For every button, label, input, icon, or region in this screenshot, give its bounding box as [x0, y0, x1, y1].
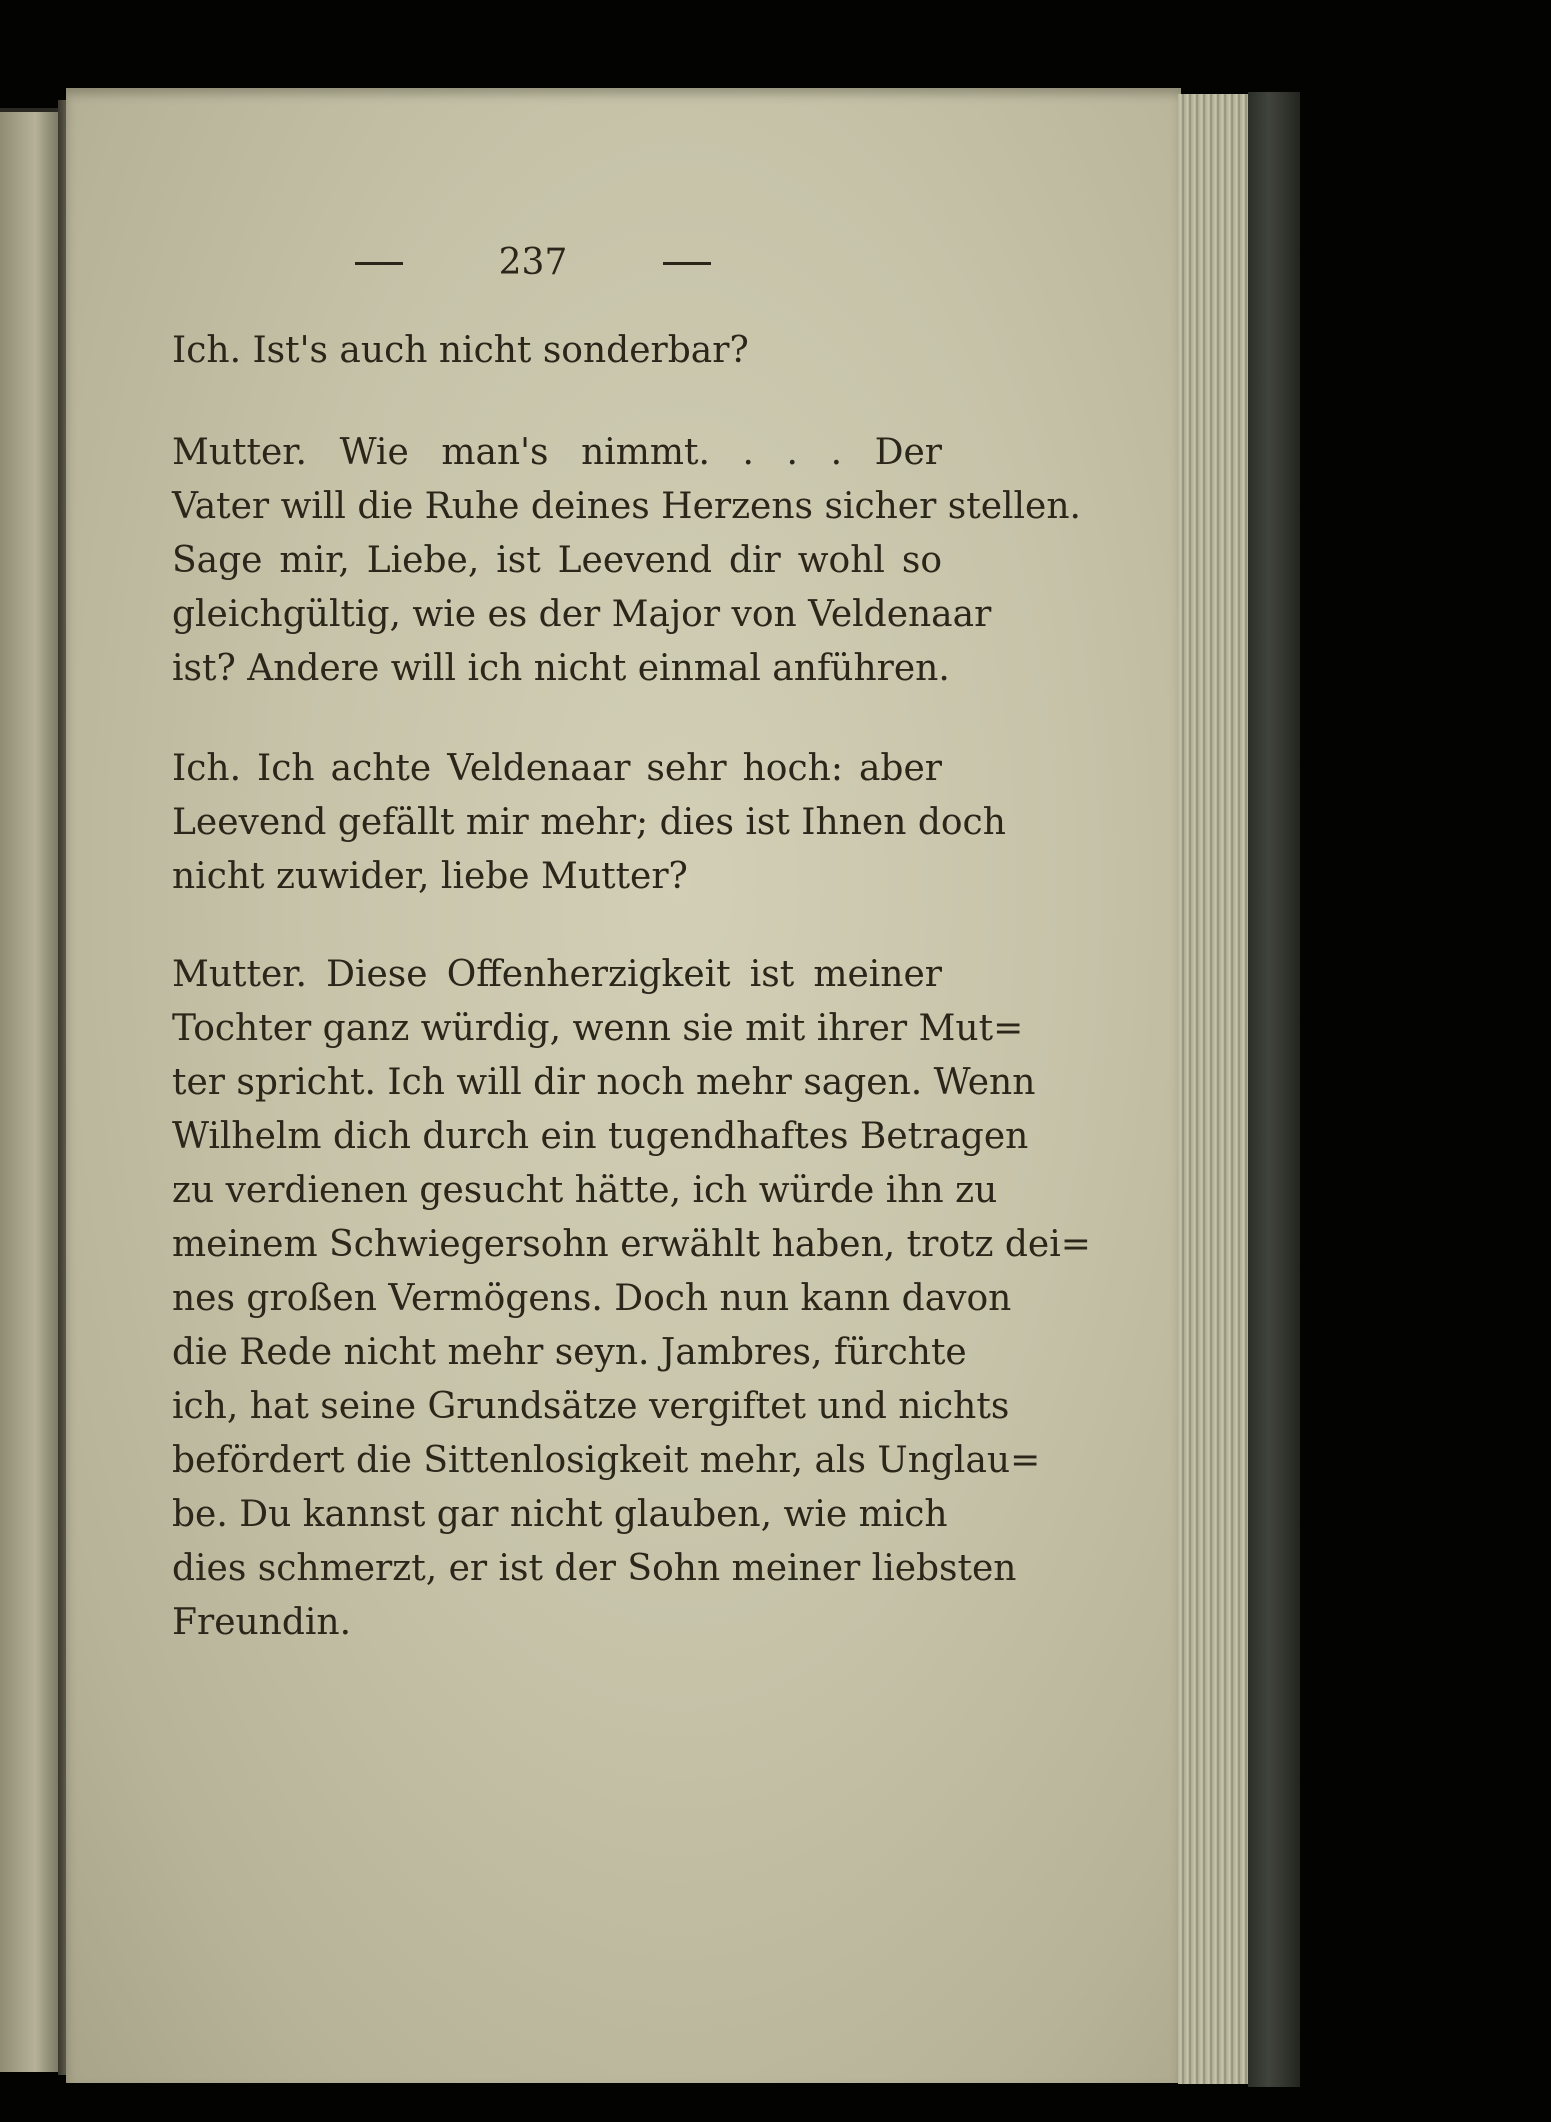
text-line: ist? Andere will ich nicht einmal anführen.	[172, 648, 950, 689]
header-dash-right	[663, 262, 711, 265]
page-header	[355, 242, 695, 292]
text-line: meinem Schwiegersohn erwählt haben, trotz dei=	[172, 1224, 1091, 1265]
text-line: be. Du kannst gar nicht glauben, wie mich	[172, 1494, 948, 1535]
header-dash-left	[355, 262, 403, 265]
text-line: Mutter. Wie man's nimmt. . . . Der	[172, 432, 942, 473]
text-line: nicht zuwider, liebe Mutter?	[172, 856, 688, 897]
text-line: gleichgültig, wie es der Major von Veldenaar	[172, 594, 992, 635]
text-line: Freundin.	[172, 1602, 352, 1643]
text-line: nes großen Vermögens. Doch nun kann davon	[172, 1278, 1012, 1319]
text-line: ter spricht. Ich will dir noch mehr sagen. Wenn	[172, 1062, 1036, 1103]
text-line: Leevend gefällt mir mehr; dies ist Ihnen doch	[172, 802, 1006, 843]
text-line: Ich. Ist's auch nicht sonderbar?	[172, 330, 749, 371]
text-line: die Rede nicht mehr seyn. Jambres, fürchte	[172, 1332, 967, 1373]
page-number: 237	[498, 242, 568, 283]
page-stack-edges	[1178, 94, 1250, 2084]
text-line: zu verdienen gesucht hätte, ich würde ihn zu	[172, 1170, 998, 1211]
text-line: Wilhelm dich durch ein tugendhaftes Betragen	[172, 1116, 1029, 1157]
text-line: Ich. Ich achte Veldenaar sehr hoch: aber	[172, 748, 942, 789]
facing-page-edge	[0, 108, 64, 2072]
text-line: Mutter. Diese Offenherzigkeit ist meiner	[172, 954, 942, 995]
text-line: Vater will die Ruhe deines Herzens sicher stellen.	[172, 486, 1081, 527]
text-line: Tochter ganz würdig, wenn sie mit ihrer Mut=	[172, 1008, 1024, 1049]
text-line: ich, hat seine Grundsätze vergiftet und nichts	[172, 1386, 1010, 1427]
text-line: befördert die Sittenlosigkeit mehr, als Unglau=	[172, 1440, 1041, 1481]
book-cover-edge	[1248, 92, 1300, 2087]
text-line: Sage mir, Liebe, ist Leevend dir wohl so	[172, 540, 942, 581]
text-line: dies schmerzt, er ist der Sohn meiner liebsten	[172, 1548, 1017, 1589]
